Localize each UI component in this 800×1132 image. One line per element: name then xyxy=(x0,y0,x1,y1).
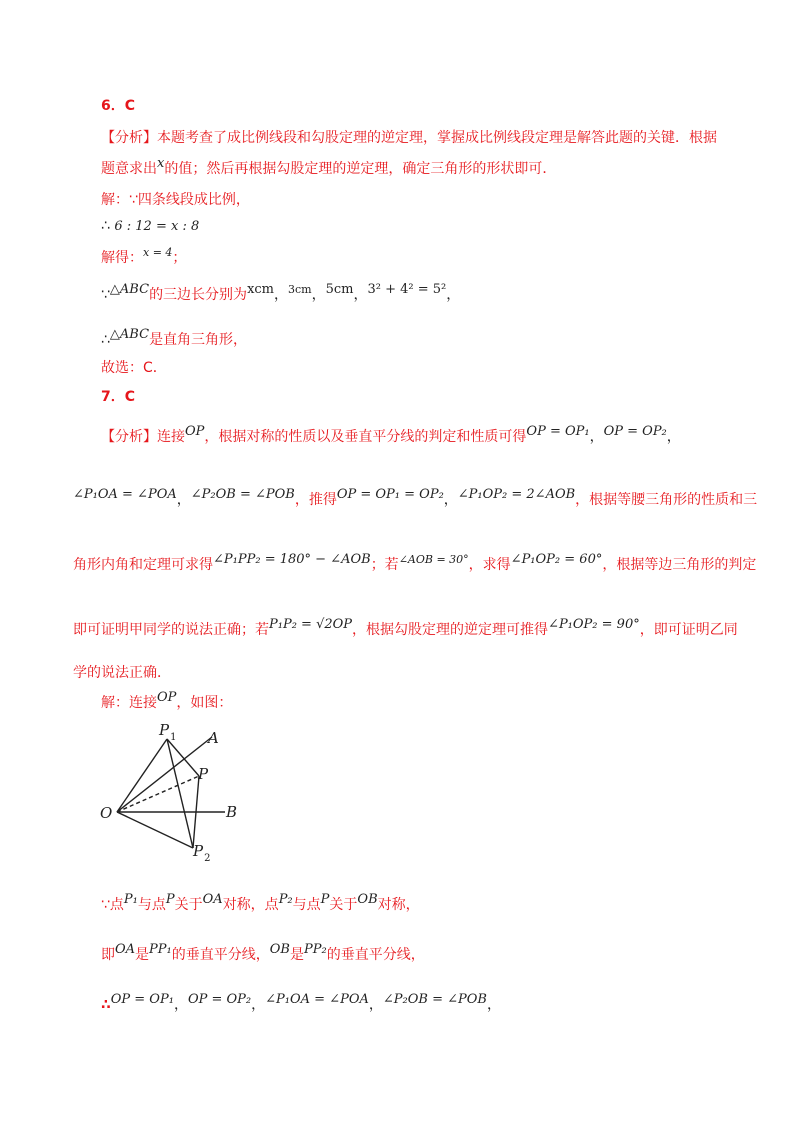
analysis-text: ，求得 xyxy=(468,557,511,573)
comma: ， xyxy=(173,997,188,1013)
solution-text: ，如图： xyxy=(176,695,233,711)
label-b: B xyxy=(226,803,238,821)
solution-text: 解：连接 xyxy=(101,695,157,711)
analysis-tag: 【分析】 xyxy=(101,130,157,146)
side-length: xcm xyxy=(247,282,275,297)
q6-solution-line-5 xyxy=(101,327,248,351)
point-p2: P₂ xyxy=(278,892,293,907)
equation: P₁P₂ = √2OP xyxy=(269,617,353,632)
triangle-abc: △ABC xyxy=(109,282,150,297)
solution-text: 关于 xyxy=(329,897,358,913)
point-p: P xyxy=(165,892,175,907)
point-p: P xyxy=(320,892,330,907)
segment-op1 xyxy=(117,739,167,812)
solution-text: ∵点 xyxy=(101,897,124,913)
equation: ∠P₁OP₂ = 90° xyxy=(548,617,640,632)
side-length: 5cm xyxy=(325,282,354,297)
label-o: O xyxy=(100,804,113,822)
solution-text: 解得： xyxy=(101,250,143,266)
comma: ， xyxy=(353,287,368,303)
q7-analysis-line-2 xyxy=(73,487,758,511)
q6-analysis-line-2 xyxy=(101,156,557,180)
analysis-text: ，根据等边三角形的判定 xyxy=(602,557,757,573)
equation: OP = OP₁ xyxy=(110,992,174,1007)
comma: ， xyxy=(443,492,458,508)
solution-text: 的垂直平分线， xyxy=(171,947,270,963)
q6-heading: 6．C xyxy=(101,98,136,114)
analysis-text: 即可证明甲同学的说法正确；若 xyxy=(73,622,269,638)
q6-analysis-line-1 xyxy=(101,128,717,148)
triangle-abc: △ABC xyxy=(109,327,150,342)
comma: ， xyxy=(486,997,501,1013)
q7-analysis-line-5: 学的说法正确． xyxy=(73,665,171,681)
comma: ， xyxy=(274,287,289,303)
q6-solution-line-1 xyxy=(101,190,250,210)
equation: ∠P₁PP₂ = 180° − ∠AOB xyxy=(213,552,371,567)
figure-lines xyxy=(117,737,225,848)
solution-text: 即 xyxy=(101,947,115,963)
segment-op: OP xyxy=(157,690,177,705)
comma: ， xyxy=(446,287,461,303)
analysis-text: ，根据等腰三角形的性质和三 xyxy=(575,492,758,508)
solution-text: 是 xyxy=(289,947,304,963)
analysis-text: 本题考查了成比例线段和勾股定理的逆定理，掌握成比例线段定理是解答此题的关键．根据 xyxy=(157,130,717,146)
segment-op2 xyxy=(117,812,193,848)
geometry-figure xyxy=(95,715,245,865)
comma: ， xyxy=(176,492,191,508)
therefore-symbol: ∴ xyxy=(101,332,110,348)
q6-solution-line-3 xyxy=(101,248,186,269)
math-var: x xyxy=(157,156,165,171)
solution-text: 是直角三角形， xyxy=(149,332,248,348)
label-p: P xyxy=(198,765,209,783)
because-symbol: ∵ xyxy=(129,192,138,208)
analysis-text: 的值；然后再根据勾股定理的逆定理，确定三角形的形状即可． xyxy=(164,161,557,177)
label-p2: $P_2$ xyxy=(193,842,211,864)
analysis-text: ，即可证明乙同 xyxy=(639,622,738,638)
solution-text: 是 xyxy=(135,947,150,963)
equation: ∠P₂OB = ∠POB xyxy=(190,487,295,502)
q7-solution-line-4 xyxy=(101,992,501,1016)
equation: OP = OP₂ xyxy=(187,992,252,1007)
analysis-text: 连接 xyxy=(157,429,185,445)
solution-text: 的垂直平分线， xyxy=(326,947,425,963)
label-a: A xyxy=(208,729,219,747)
segment-pp2: PP₂ xyxy=(303,942,327,957)
comma: ， xyxy=(368,997,383,1013)
equation: ∠P₂OB = ∠POB xyxy=(382,992,487,1007)
segment-pp1: PP₁ xyxy=(149,942,172,957)
pythagorean-equation: 3² + 4² = 5² xyxy=(367,282,447,297)
q7-heading: 7．C xyxy=(101,389,136,405)
q7-analysis-line-4 xyxy=(73,617,738,641)
analysis-text: ；若 xyxy=(370,557,399,573)
because-symbol: ∵ xyxy=(101,287,110,303)
equation: ∠P₁OA = ∠POA xyxy=(265,992,369,1007)
equation: ∠P₁OP₂ = 2∠AOB xyxy=(457,487,576,502)
analysis-tag: 【分析】 xyxy=(101,429,157,445)
analysis-text: ，根据勾股定理的逆定理可推得 xyxy=(352,622,549,638)
solution-text: 对称， xyxy=(377,897,420,913)
solution-text: 解： xyxy=(101,192,129,208)
line-oa: OA xyxy=(115,942,136,957)
point-p1: P₁ xyxy=(123,892,138,907)
solution-text: 与点 xyxy=(137,897,166,913)
label-p1: $P_1$ xyxy=(159,721,177,743)
q6-solution-line-2 xyxy=(101,216,199,237)
analysis-text: 角形内角和定理可求得 xyxy=(73,557,213,573)
therefore-symbol: ∴ xyxy=(101,997,111,1013)
q7-analysis-line-3 xyxy=(73,552,757,576)
equation: OP = OP₂ xyxy=(603,424,667,439)
analysis-text: 题意求出 xyxy=(101,161,157,177)
comma: ， xyxy=(666,429,681,445)
comma: ， xyxy=(311,287,326,303)
comma: ， xyxy=(589,429,604,445)
equation: ∠P₁OP₂ = 60° xyxy=(510,552,603,567)
equation: OP = OP₁ = OP₂ xyxy=(336,487,444,502)
solution-text: 与点 xyxy=(292,897,321,913)
segment-op: OP xyxy=(185,424,205,439)
side-length: 3cm xyxy=(288,283,312,296)
solution-equation: x = 4 xyxy=(143,246,173,259)
equation: ∠P₁OA = ∠POA xyxy=(73,487,177,502)
solution-text: ； xyxy=(172,250,187,266)
solution-text: 的三边长分别为 xyxy=(149,287,248,303)
therefore-symbol: ∴ xyxy=(101,218,110,234)
solution-text: 对称，点 xyxy=(222,897,279,913)
q6-answer: 故选：C． xyxy=(101,360,167,376)
line-oa: OA xyxy=(202,892,223,907)
solution-text: 关于 xyxy=(174,897,203,913)
solution-text: 四条线段成比例， xyxy=(137,192,250,208)
q7-solution-line-2 xyxy=(101,892,420,916)
q7-solution-line-1 xyxy=(101,690,233,714)
line-ob: OB xyxy=(269,942,290,957)
equation: OP = OP₁ xyxy=(526,424,590,439)
line-ob: OB xyxy=(357,892,378,907)
q7-solution-line-3 xyxy=(101,942,425,966)
ratio-equation: 6 : 12 = x : 8 xyxy=(114,219,200,234)
q7-analysis-line-1 xyxy=(101,424,681,448)
q6-solution-line-4 xyxy=(101,282,461,306)
comma: ， xyxy=(251,997,266,1013)
analysis-text: ，推得 xyxy=(294,492,337,508)
analysis-text: ，根据对称的性质以及垂直平分线的判定和性质可得 xyxy=(204,429,527,445)
equation: ∠AOB = 30° xyxy=(398,553,469,566)
